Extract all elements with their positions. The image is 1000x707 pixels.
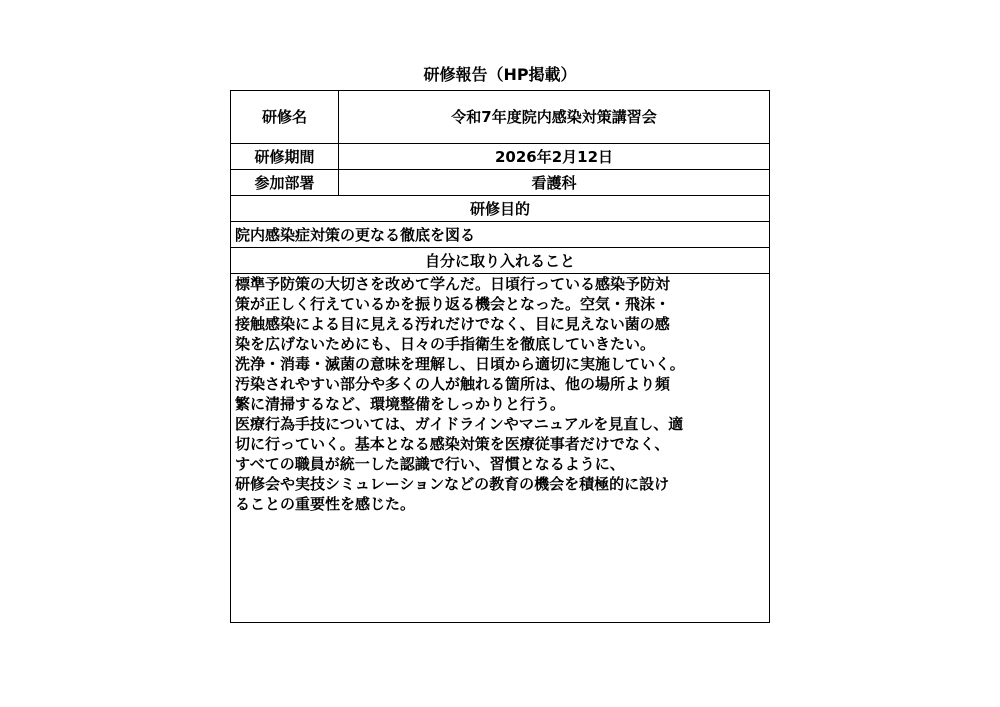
learnings-line: 医療行為手技については、ガイドラインやマニュアルを見直し、適 [235, 415, 684, 433]
learnings-row [231, 274, 770, 623]
learnings-heading: 自分に取り入れること [231, 248, 770, 274]
training-period-row [231, 144, 770, 170]
learnings-line: 繁に清掃するなど、環境整備をしっかりと行う。 [235, 395, 566, 413]
learnings-line: 標準予防策の大切さを改めて学んだ。日頃行っている感染予防対 [235, 275, 671, 293]
report-title: 研修報告（HP掲載） [423, 65, 577, 84]
training-period-value: 2026年2月12日 [339, 144, 770, 170]
learnings-line: 染を広げないためにも、日々の手指衛生を徹底していきたい。 [235, 335, 656, 353]
learnings-line: 接触感染による目に見える汚れだけでなく、目に見えない菌の感 [235, 315, 670, 333]
purpose-heading-row [231, 196, 770, 222]
learnings-line: 策が正しく行えているかを振り返る機会となった。空気・飛沫・ [235, 295, 671, 313]
department-label: 参加部署 [231, 170, 339, 196]
training-name-row [231, 91, 770, 144]
learnings-line: すべての職員が統一した認識で行い、習慣となるように、 [235, 455, 625, 473]
learnings-line: 汚染されやすい部分や多くの人が触れる箇所は、他の場所より頻 [235, 375, 671, 393]
learnings-line: 切に行っていく。基本となる感染対策を医療従事者だけでなく、 [235, 435, 670, 453]
department-value: 看護科 [339, 170, 770, 196]
learnings-heading-row [231, 248, 770, 274]
learnings-text [231, 274, 770, 623]
purpose-text: 院内感染症対策の更なる徹底を図る [231, 222, 770, 248]
purpose-row [231, 222, 770, 248]
learnings-line: ることの重要性を感じた。 [235, 495, 416, 513]
report-table [230, 90, 770, 623]
training-period-label: 研修期間 [231, 144, 339, 170]
department-row [231, 170, 770, 196]
learnings-line: 研修会や実技シミュレーションなどの教育の機会を積極的に設け [235, 475, 670, 493]
learnings-line: 洗浄・消毒・滅菌の意味を理解し、日頃から適切に実施していく。 [235, 355, 685, 373]
training-name-label: 研修名 [231, 91, 339, 144]
training-name-value: 令和7年度院内感染対策講習会 [339, 91, 770, 144]
purpose-heading: 研修目的 [231, 196, 770, 222]
